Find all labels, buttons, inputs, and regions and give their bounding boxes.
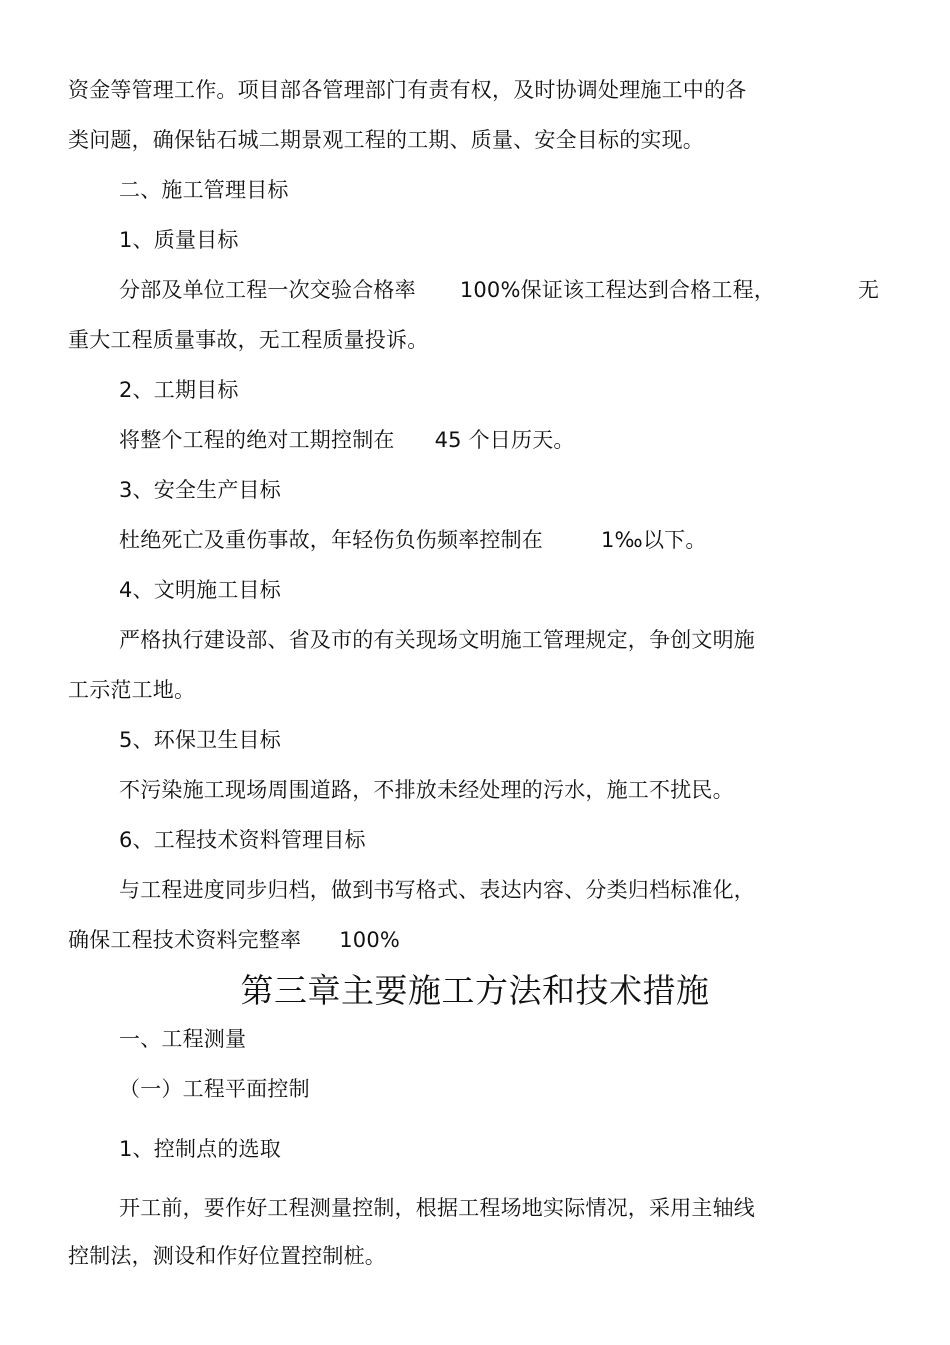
paragraph-line <box>68 925 400 955</box>
section-heading <box>119 175 289 205</box>
text-span: 将整个工程的绝对工期控制在 <box>119 428 395 452</box>
paragraph-line <box>119 275 775 305</box>
text-span: 100% <box>459 278 521 302</box>
paragraph-line <box>858 275 879 305</box>
paragraph-line <box>68 1241 386 1271</box>
subsection-heading <box>119 475 281 505</box>
text-span: 3、安全生产目标 <box>119 478 281 502</box>
text-span: 保证该工程达到合格工程， <box>520 278 776 302</box>
text-span: 4、文明施工目标 <box>119 578 281 602</box>
paragraph-line <box>119 775 734 805</box>
text-span: 1、控制点的选取 <box>119 1137 281 1161</box>
text-span: （一）工程平面控制 <box>119 1077 310 1101</box>
paragraph-line <box>119 1193 755 1223</box>
text-span: 无 <box>858 278 880 302</box>
text-span: 2、工期目标 <box>119 378 239 402</box>
subsection-heading <box>119 1074 310 1104</box>
paragraph-line <box>119 875 755 905</box>
paragraph-line <box>68 125 704 155</box>
text-span: 类问题，确保钻石城二期景观工程的工期、质量、安全目标的实现。 <box>68 128 704 152</box>
text-span: 100% <box>339 928 401 952</box>
chapter-title <box>0 969 950 1013</box>
text-span: 与工程进度同步归档，做到书写格式、表达内容、分类归档标准化， <box>119 878 755 902</box>
paragraph-line <box>68 75 746 105</box>
text-span: 5、环保卫生目标 <box>119 728 281 752</box>
paragraph-line <box>68 675 195 705</box>
paragraph-line <box>119 625 755 655</box>
text-span: 1、质量目标 <box>119 228 239 252</box>
text-span: 二、施工管理目标 <box>119 178 289 202</box>
text-span: 控制法，测设和作好位置控制桩。 <box>68 1244 386 1268</box>
text-span: 工示范工地。 <box>68 678 196 702</box>
text-span: 1‰以下。 <box>601 528 707 552</box>
text-span: 第三章主要施工方法和技术措施 <box>240 971 710 1010</box>
text-span: 重大工程质量事故，无工程质量投诉。 <box>68 328 429 352</box>
subsection-heading <box>119 375 239 405</box>
text-span: 45 个日历天。 <box>434 428 575 452</box>
section-heading <box>119 1024 246 1054</box>
text-span: 严格执行建设部、省及市的有关现场文明施工管理规定，争创文明施 <box>119 628 755 652</box>
subsection-heading <box>119 575 281 605</box>
text-span: 一、工程测量 <box>119 1027 247 1051</box>
paragraph-line <box>119 525 707 555</box>
paragraph-line <box>119 425 575 455</box>
subsection-heading <box>119 825 366 855</box>
text-span: 杜绝死亡及重伤事故，年轻伤负伤频率控制在 <box>119 528 543 552</box>
subsection-heading <box>119 225 239 255</box>
subsection-heading <box>119 725 281 755</box>
text-span: 确保工程技术资料完整率 <box>68 928 302 952</box>
text-span: 分部及单位工程一次交验合格率 <box>119 278 416 302</box>
text-span: 开工前，要作好工程测量控制，根据工程场地实际情况，采用主轴线 <box>119 1196 755 1220</box>
subsection-heading <box>119 1134 281 1164</box>
text-span: 6、工程技术资料管理目标 <box>119 828 366 852</box>
text-span: 资金等管理工作。项目部各管理部门有责有权，及时协调处理施工中的各 <box>68 78 747 102</box>
text-span: 不污染施工现场周围道路，不排放未经处理的污水，施工不扰民。 <box>119 778 734 802</box>
paragraph-line <box>68 325 428 355</box>
